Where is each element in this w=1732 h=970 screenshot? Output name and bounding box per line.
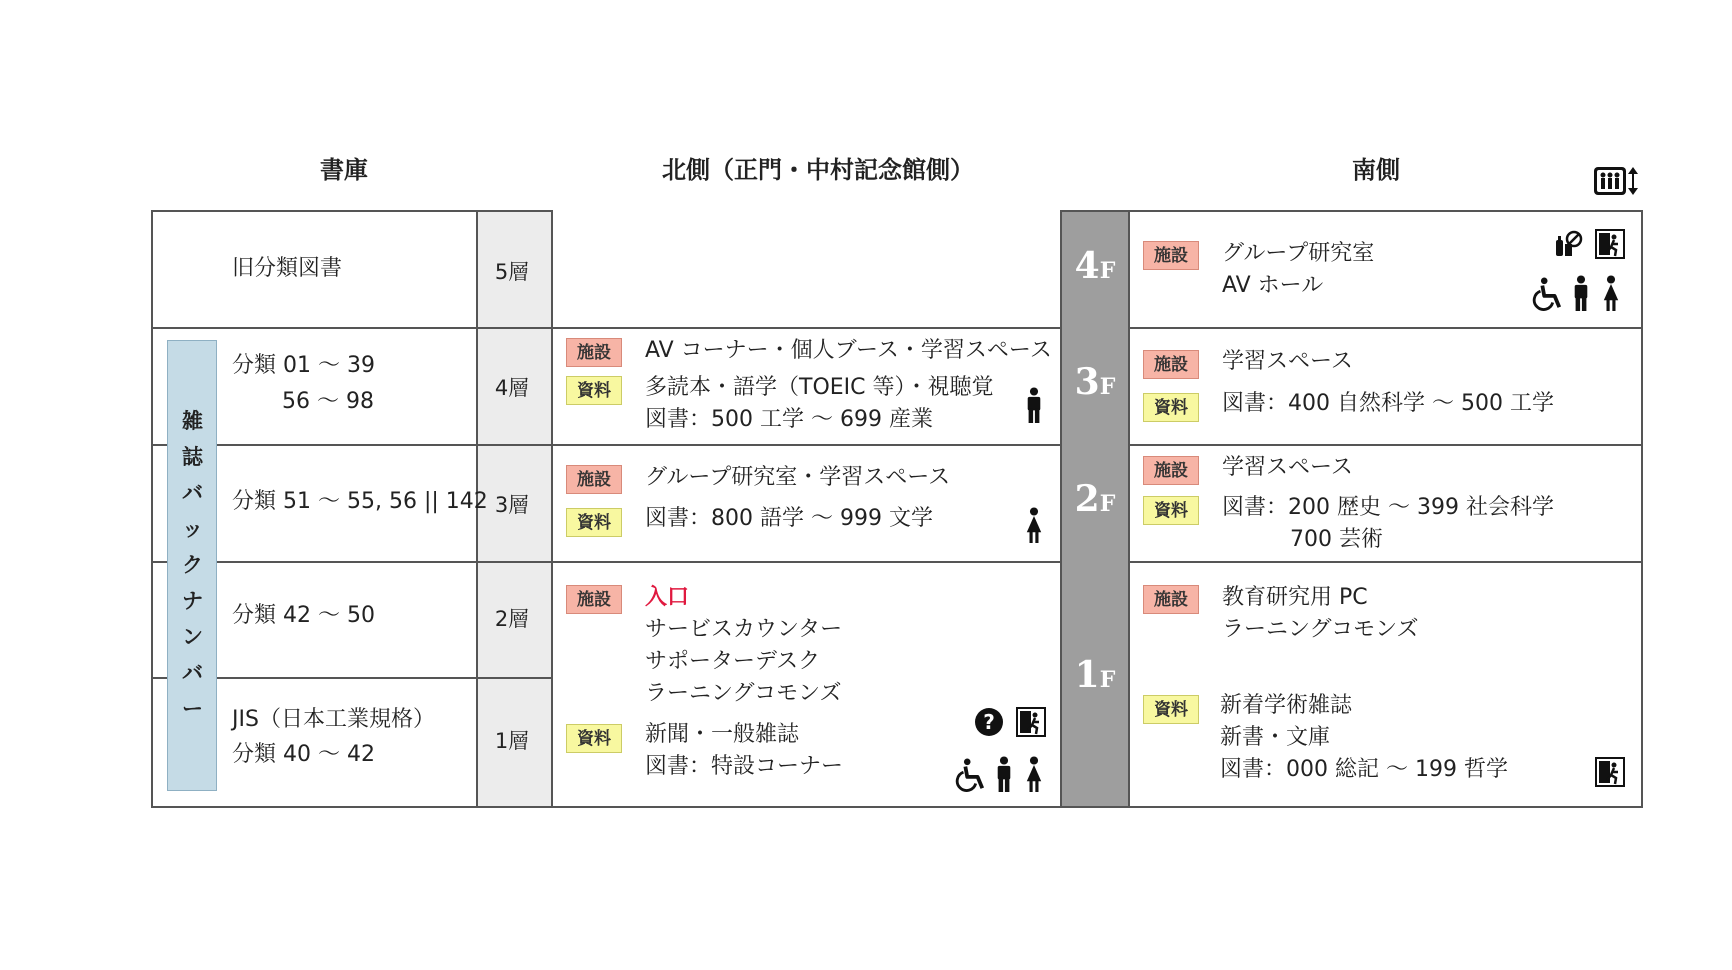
materials-badge: 資料 [1143,695,1199,724]
south-side-header: 南側 [1352,156,1400,184]
stacks-1-label-1: JIS（日本工業規格） [232,707,435,732]
magazine-backnumber-label: 雑誌バックナンバー [182,409,203,721]
facility-badge: 施設 [1143,585,1199,614]
north-1f-facility-2: サポーターデスク [645,649,821,674]
stacks-header: 書庫 [320,156,368,184]
female-toilet-icon [1602,274,1620,312]
grid-line [151,327,1061,329]
south-1f-facility-2: ラーニングコモンズ [1222,617,1419,642]
emergency-exit-icon [1595,757,1625,787]
layer-1: 1層 [494,729,530,753]
stacks-5-label: 旧分類図書 [232,256,343,281]
south-1f-materials-2: 新書・文庫 [1220,725,1331,750]
layer-2: 2層 [494,607,530,631]
layer-4: 4層 [494,376,530,400]
floor-4-label: 4F [1074,245,1116,287]
facility-badge: 施設 [1143,350,1199,379]
south-4f-facility-1: グループ研究室 [1222,241,1375,266]
male-toilet-icon [1572,274,1590,312]
stacks-4-label-1: 分類 01 ～ 39 [232,353,375,378]
south-3f-materials: 図書：400 自然科学 ～ 500 工学 [1222,391,1554,416]
floor-3-label: 3F [1074,361,1116,403]
facility-badge: 施設 [1143,241,1199,270]
accessible-toilet-icon [955,757,987,793]
materials-badge: 資料 [566,724,622,753]
materials-badge: 資料 [566,376,622,405]
magazine-backnumber-bar [167,340,217,791]
north-2f-materials: 図書：800 語学 ～ 999 文学 [645,506,933,531]
elevator-icon [1593,165,1639,197]
grid-line [151,561,1061,563]
materials-badge: 資料 [1143,496,1199,525]
female-toilet-icon [1025,506,1043,544]
accessible-toilet-icon [1532,276,1564,312]
grid-line [1128,327,1643,329]
south-1f-facility-1: 教育研究用 PC [1222,585,1368,610]
north-3f-facility: AV コーナー・個人ブース・学習スペース [645,338,1052,363]
south-3f-facility: 学習スペース [1222,349,1353,374]
grid-line [151,806,1643,808]
south-2f-facility: 学習スペース [1222,455,1353,480]
north-3f-materials-1: 多読本・語学（TOEIC 等）・視聴覚 [645,375,994,400]
layer-5: 5層 [494,260,530,284]
north-1f-facility-1: サービスカウンター [645,617,843,642]
facility-badge: 施設 [566,338,622,367]
north-1f-materials-1: 新聞・一般雑誌 [645,722,800,747]
south-4f-facility-2: AV ホール [1222,273,1324,298]
materials-badge: 資料 [566,508,622,537]
stacks-2-label: 分類 42 ～ 50 [232,603,375,628]
male-toilet-icon [995,755,1013,793]
floor-2-label: 2F [1074,478,1116,520]
grid-line [151,444,1061,446]
grid-line [1128,444,1643,446]
north-2f-facility: グループ研究室・学習スペース [645,465,951,490]
emergency-exit-icon [1016,707,1046,737]
facility-badge: 施設 [566,585,622,614]
female-toilet-icon [1025,755,1043,793]
north-3f-materials-2: 図書：500 工学 ～ 699 産業 [645,407,933,432]
stacks-4-label-2: 56 ～ 98 [282,389,374,414]
floor-1-label: 1F [1074,654,1116,696]
layer-3: 3層 [494,493,530,517]
north-1f-facility-3: ラーニングコモンズ [645,681,842,706]
grid-line [151,210,153,808]
north-1f-materials-2: 図書：特設コーナー [645,754,844,779]
grid-line [151,210,551,212]
materials-badge: 資料 [1143,393,1199,422]
male-toilet-icon [1025,386,1043,424]
south-1f-materials-1: 新着学術雑誌 [1220,693,1353,718]
information-icon [974,707,1004,737]
south-2f-materials-2: 700 芸術 [1290,527,1383,552]
no-drinks-icon [1553,230,1583,260]
stacks-1-label-2: 分類 40 ～ 42 [232,742,375,767]
entrance-label: 入口 [645,585,690,610]
grid-line [1061,210,1643,212]
grid-line [1128,561,1643,563]
stacks-3-label: 分類 51 ～ 55, 56 || 142 [232,489,488,514]
facility-badge: 施設 [566,465,622,494]
grid-line [551,210,553,808]
facility-badge: 施設 [1143,456,1199,485]
emergency-exit-icon [1595,229,1625,259]
south-1f-materials-3: 図書：000 総記 ～ 199 哲学 [1220,757,1508,782]
north-side-header: 北側（正門・中村記念館側） [662,156,974,184]
south-2f-materials-1: 図書：200 歴史 ～ 399 社会科学 [1222,495,1554,520]
grid-line [1641,210,1643,808]
